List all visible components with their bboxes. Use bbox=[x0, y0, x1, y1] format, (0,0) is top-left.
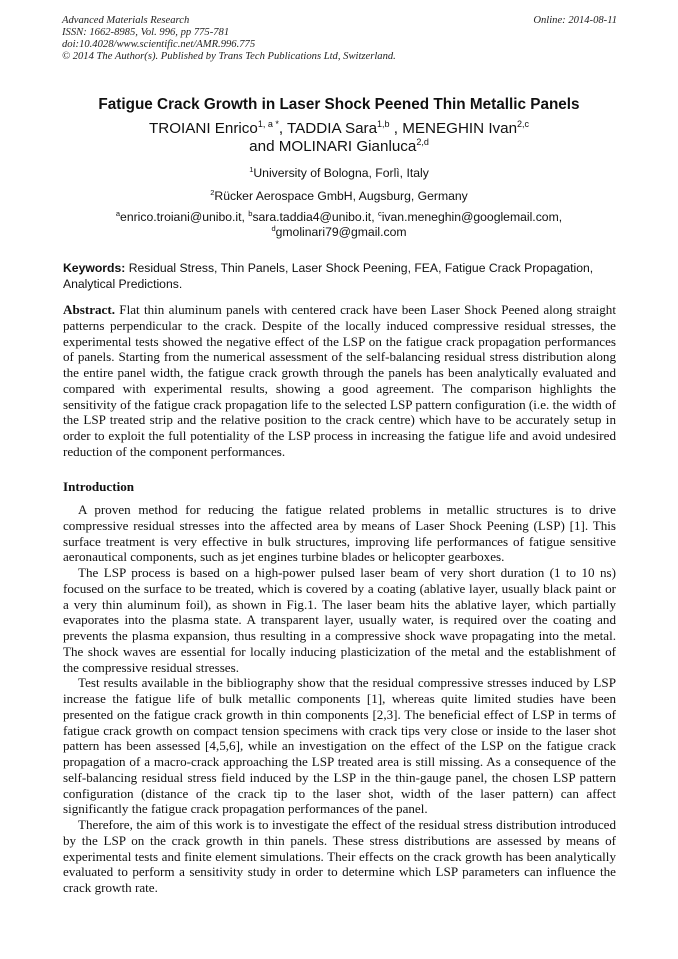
author-list bbox=[0, 120, 678, 155]
introduction-heading: Introduction bbox=[63, 479, 135, 494]
paper-title: Fatigue Crack Growth in Laser Shock Peened Thin Metallic Panels bbox=[98, 96, 580, 113]
abstract-section bbox=[63, 302, 616, 460]
keywords-text: Residual Stress, Thin Panels, Laser Shock Peening, FEA, Fatigue Crack Propagation, Analytical Predictions. bbox=[63, 261, 594, 291]
keywords-label: Keywords: bbox=[63, 261, 126, 275]
journal-header bbox=[62, 15, 617, 63]
author-sup: 1,b bbox=[377, 119, 390, 129]
paragraph: A proven method for reducing the fatigue related problems in metallic structures is to drive compressive residual stresses into the affected area by means of Laser Shock Peening (LSP) [1]. This surface treatment is very effective in bulk structures, improving life performances of fatigue sensitive aeronautical components, such as jet engines turbine blades or helicopter gearboxes. bbox=[63, 502, 616, 565]
email-link[interactable]: ivan.meneghin@googlemail.com, bbox=[381, 210, 563, 224]
copyright-line: © 2014 The Author(s). Published by Trans Tech Publications Ltd, Switzerland. bbox=[62, 51, 396, 62]
doi-line[interactable]: doi:10.4028/www.scientific.net/AMR.996.775 bbox=[62, 39, 256, 50]
author-emails bbox=[0, 210, 678, 240]
online-date: Online: 2014-08-11 bbox=[533, 15, 617, 26]
email-sup: c bbox=[377, 209, 382, 218]
keywords-section bbox=[63, 261, 616, 292]
author-separator: , bbox=[393, 120, 403, 137]
author-name: MENEGHIN Ivan bbox=[402, 120, 518, 137]
author-name: MOLINARI Gianluca bbox=[278, 137, 417, 155]
email-link[interactable]: gmolinari79@gmail.com bbox=[275, 225, 407, 239]
issn-line: ISSN: 1662-8985, Vol. 996, pp 775-781 bbox=[62, 27, 230, 38]
affiliation-1 bbox=[0, 166, 678, 180]
email-link[interactable]: sara.taddia4@unibo.it, bbox=[252, 210, 378, 224]
introduction-section bbox=[63, 502, 616, 896]
author-sup: 2,c bbox=[517, 119, 530, 129]
author-name: TROIANI Enrico bbox=[148, 120, 258, 137]
author-name: TADDIA Sara bbox=[287, 120, 378, 137]
abstract-text: Flat thin aluminum panels with centered crack have been Laser Shock Peened along straight patterns perpendicular to the crack. Despite of the locally induced compressive residual stresses, the experimental tests showed the negative effect of the LSP on the fatigue crack propagation performances of panels. Starting from the numerical assessment of the self-balancing residual stress distribution along the entire panel width, the fatigue crack growth through the panels has been analytically evaluated and compared with experimental results, showing a good agreement. The comparison highlights the sensitivity of the fatigue crack propagation life to the selected LSP pattern configuration (i.e. the width of the LSP treated strip and the relative position to the crack centre) which have to be accurately setup in order to exploit the full potentiality of the LSP process in increasing the fatigue life and avoid undesired reduction of the component performances. bbox=[63, 302, 616, 459]
author-separator: and bbox=[249, 137, 279, 155]
journal-name: Advanced Materials Research bbox=[62, 15, 190, 26]
author-separator: , bbox=[278, 120, 288, 137]
author-sup: 2,d bbox=[416, 136, 429, 147]
paragraph: Therefore, the aim of this work is to investigate the effect of the residual stress distribution introduced by the LSP on the crack growth in thin panels. These stress distributions are assessed by means of experimental tests and finite element simulations. Their effects on the crack growth has been analytically evaluated to perform a sensitivity study in order to determine which LSP parameters can influence the crack growth rate. bbox=[63, 817, 616, 895]
author-sup: 1, a * bbox=[257, 119, 279, 129]
affiliation-text: Rücker Aerospace GmbH, Augsburg, Germany bbox=[214, 189, 468, 203]
email-link[interactable]: enrico.troiani@unibo.it, bbox=[120, 210, 249, 224]
email-sup: d bbox=[271, 224, 276, 233]
paragraph: Test results available in the bibliography show that the residual compressive stresses induced by LSP increase the fatigue life of bulk metallic components [1], whereas quite limited studies have been presented on the fatigue crack growth in thin components [2,3]. The beneficial effect of LSP in terms of fatigue crack growth on compact tension specimens with crack tips very close or inside to the laser shot pattern has been assessed [4,5,6], while an investigation on the effect of the LSP on the fatigue crack propagation of a macro-crack approaching the LSP treated area is still missing. As a consequence of the self-balancing residual stress field induced by the LSP in the thin-gauge panel, the chosen LSP pattern configuration (distance of the crack tip to the laser shot, width of the laser pattern) can affect significantly the fatigue crack propagation performances of the panel. bbox=[63, 675, 616, 817]
paragraph: The LSP process is based on a high-power pulsed laser beam of very short duration (1 to 10 ns) focused on the surface to be treated, which is covered by a coating (ablative layer, usually black paint or a very thin aluminum foil), as shown in Fig.1. The laser beam hits the ablative layer, which partially evaporates into the plasma state. A transparent layer, usually water, is required over the coating and prevents the plasma expansion, thus resulting in a compressive shock wave propagating into the metal. The shock waves are essential for locally inducing plasticization of the metal and the establishment of the compressive residual stresses. bbox=[63, 565, 616, 675]
affiliation-sup: 1 bbox=[249, 165, 254, 174]
email-sup: b bbox=[248, 209, 253, 218]
affiliation-text: University of Bologna, Forlì, Italy bbox=[253, 166, 429, 180]
email-sup: a bbox=[115, 209, 121, 218]
affiliation-sup: 2 bbox=[210, 188, 215, 197]
abstract-label: Abstract. bbox=[63, 302, 115, 317]
affiliation-2 bbox=[0, 189, 678, 203]
